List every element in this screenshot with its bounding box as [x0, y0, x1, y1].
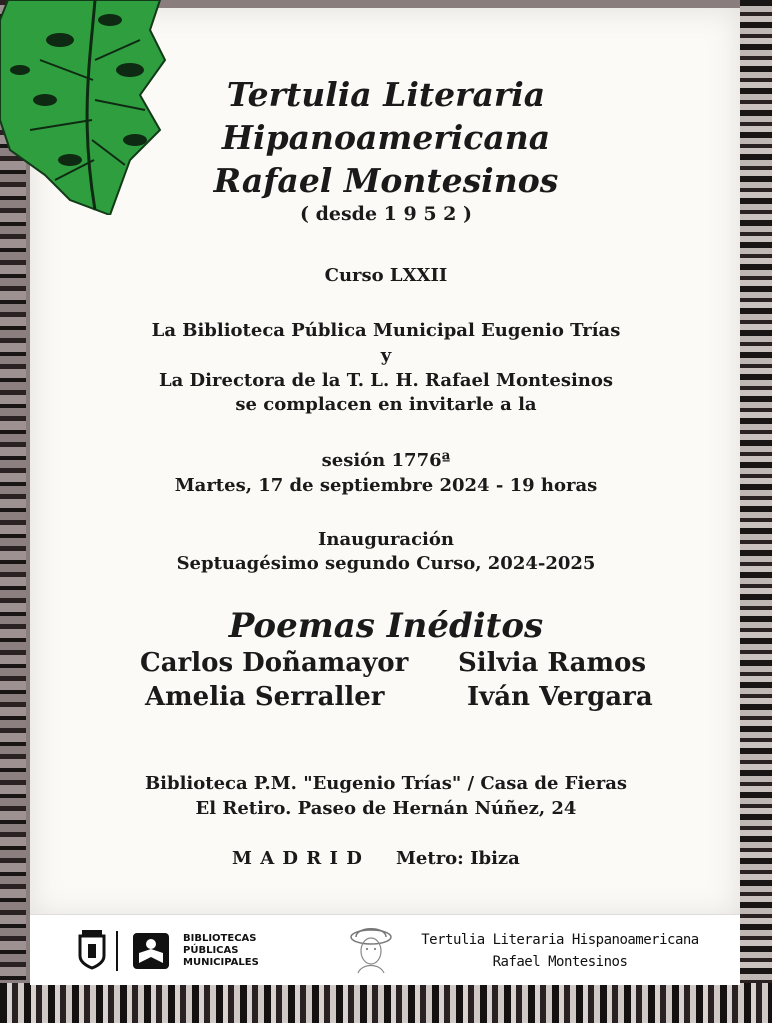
invitation-line-2: y: [380, 345, 392, 366]
madrid-crest-icon: [78, 930, 106, 970]
title-line-1: Tertulia Literaria: [226, 75, 546, 114]
city-label: M A D R I D: [232, 848, 363, 869]
tertulia-line-1: Tertulia Literaria Hispanoamericana: [421, 932, 699, 948]
event-detail: Septuagésimo segundo Curso, 2024-2025: [176, 553, 596, 574]
author-3: Amelia Serraller: [145, 682, 385, 712]
invitation-line-1: La Biblioteca Pública Municipal Eugenio Trías: [151, 320, 621, 341]
library-label-line-2: PÚBLICAS: [183, 945, 239, 956]
venue-line-2: El Retiro. Paseo de Hernán Núñez, 24: [195, 798, 577, 819]
library-label: [183, 933, 259, 969]
title-line-3: Rafael Montesinos: [213, 161, 559, 200]
library-label-line-3: MUNICIPALES: [183, 957, 259, 968]
library-label-line-1: BIBLIOTECAS: [183, 933, 257, 944]
since-year: ( desde 1 9 5 2 ): [300, 203, 472, 225]
author-2: Silvia Ramos: [458, 648, 646, 678]
invitation-line-3: La Directora de la T. L. H. Rafael Montesinos: [158, 370, 614, 391]
author-4: Iván Vergara: [467, 682, 653, 712]
author-1: Carlos Doñamayor: [140, 648, 409, 678]
session-datetime: Martes, 17 de septiembre 2024 - 19 horas: [174, 475, 598, 496]
invitation-line-4: se complacen en invitarle a la: [235, 394, 537, 415]
venue-line-1: Biblioteca P.M. "Eugenio Trías" / Casa de Fieras: [144, 773, 628, 794]
title-line-2: Hipanoamericana: [221, 118, 551, 157]
tertulia-label: [410, 929, 710, 973]
session-number: sesión 1776ª: [321, 450, 451, 471]
event-label: Inauguración: [318, 529, 454, 550]
footer-divider: [116, 931, 118, 971]
tertulia-line-2: Rafael Montesinos: [492, 954, 628, 970]
course-label: Curso LXXII: [324, 265, 448, 286]
footer-bar: [30, 914, 740, 985]
metro-label: Metro: Ibiza: [396, 848, 520, 869]
poems-title: Poemas Inéditos: [228, 606, 544, 646]
bottom-decorative-border: [0, 983, 772, 1023]
library-logo-icon: [133, 933, 169, 969]
poet-portrait-icon: [348, 923, 394, 975]
